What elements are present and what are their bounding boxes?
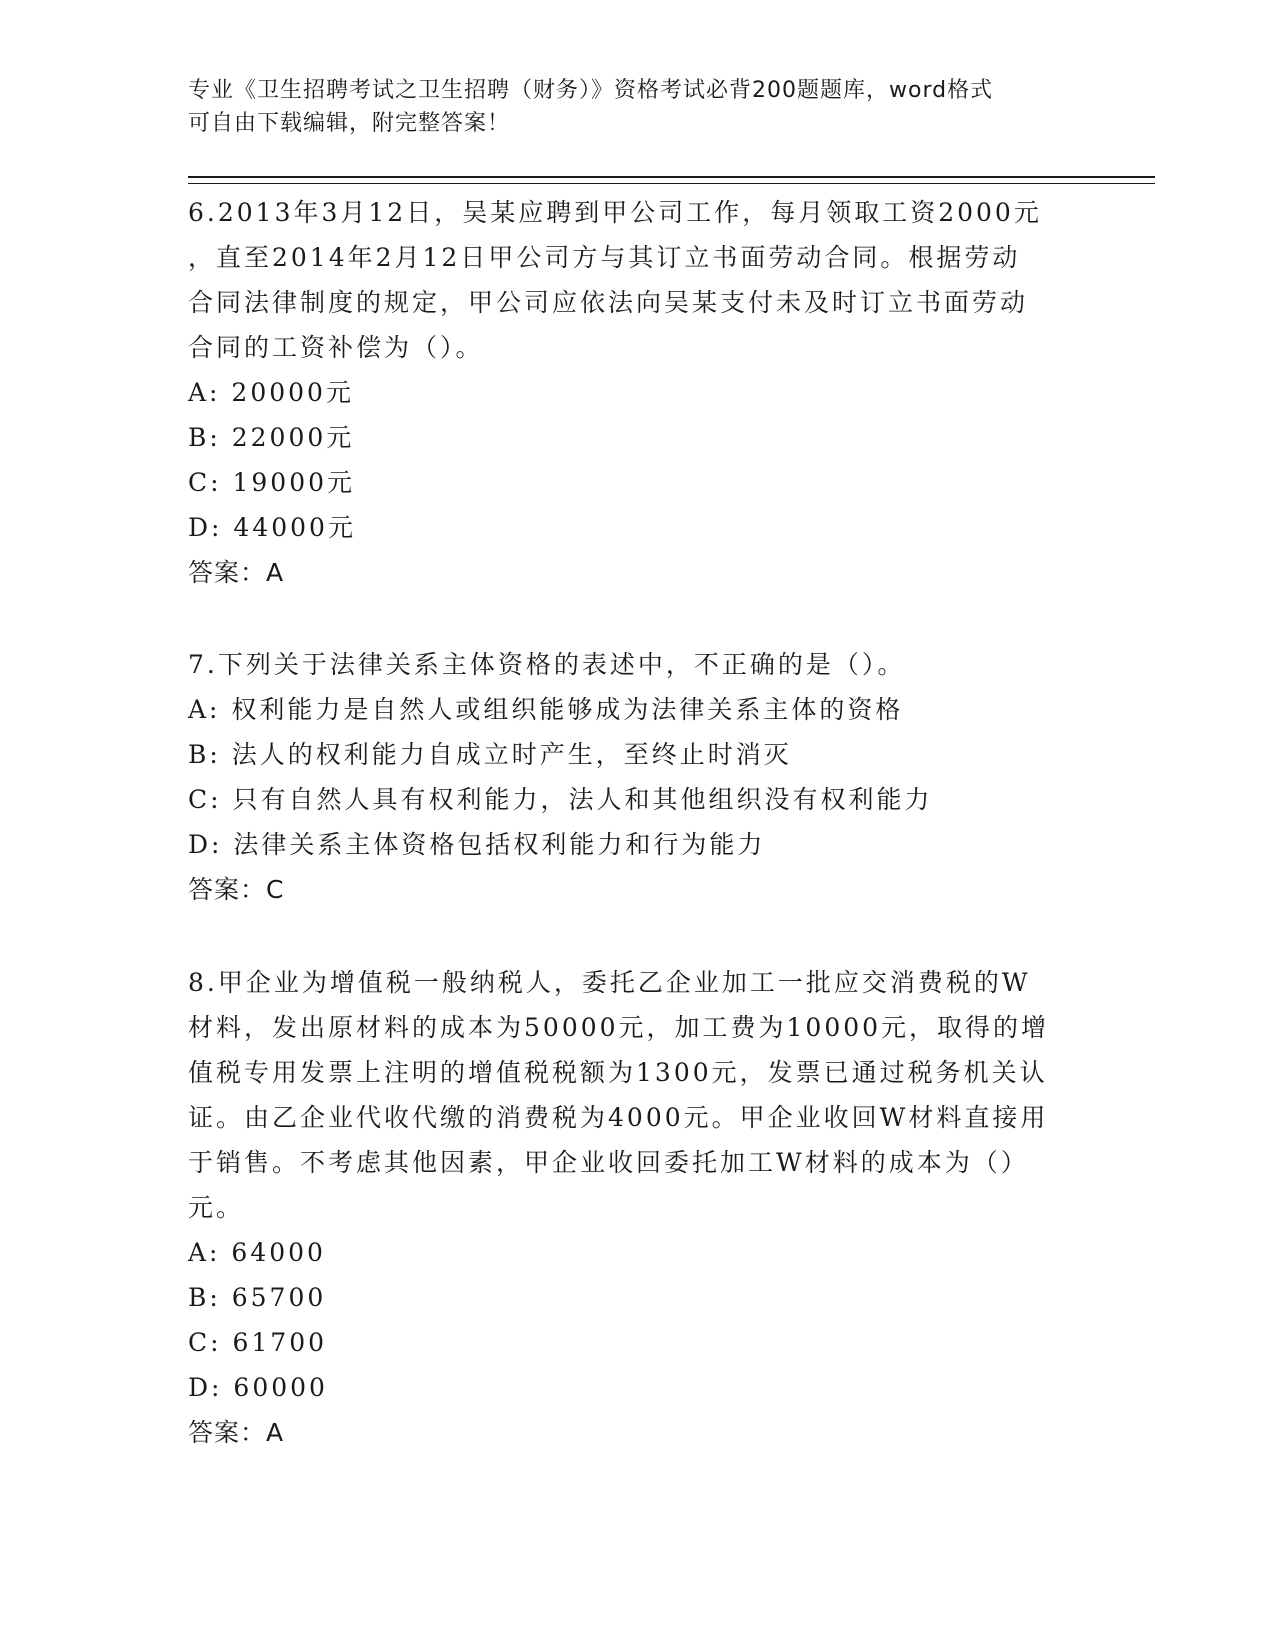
question-stem-line: 合同法律制度的规定，甲公司应依法向吴某支付未及时订立书面劳动 [188,288,1029,317]
question-8 [188,960,1088,1455]
question-stem-line: 材料，发出原材料的成本为50000元，加工费为10000元，取得的增 [188,1013,1050,1042]
option-d: D: 44000元 [188,513,356,542]
option-c: C: 19000元 [188,468,356,497]
answer-line: 答案：A [188,1418,285,1447]
header-divider-thick [188,176,1155,178]
header-divider-thin [188,183,1155,184]
question-stem-line: 证。由乙企业代收代缴的消费税为4000元。甲企业收回W材料直接用 [188,1103,1049,1132]
question-stem-line: 8.甲企业为增值税一般纳税人，委托乙企业加工一批应交消费税的W [188,968,1031,997]
answer-line: 答案：C [188,875,285,904]
question-stem-line: 于销售。不考虑其他因素，甲企业收回委托加工W材料的成本为（） [188,1148,1029,1177]
document-header [188,74,1068,140]
question-stem-line: 合同的工资补偿为（）。 [188,333,484,362]
question-stem-line: 值税专用发票上注明的增值税税额为1300元，发票已通过税务机关认 [188,1058,1048,1087]
option-d: D: 法律关系主体资格包括权利能力和行为能力 [188,830,766,859]
option-b: B: 22000元 [188,423,355,452]
option-c: C: 61700 [188,1328,328,1357]
question-6 [188,190,1088,595]
option-d: D: 60000 [188,1373,328,1402]
header-line-1: 专业《卫生招聘考试之卫生招聘（财务）》资格考试必背200题题库，word格式 [188,78,994,103]
header-line-2: 可自由下载编辑，附完整答案！ [188,111,511,136]
option-c: C: 只有自然人具有权利能力，法人和其他组织没有权利能力 [188,785,933,814]
question-stem-line: 7.下列关于法律关系主体资格的表述中，不正确的是（）。 [188,650,906,679]
question-stem-line: 元。 [188,1193,245,1222]
option-a: A: 20000元 [188,378,354,407]
answer-line: 答案：A [188,558,285,587]
option-b: B: 法人的权利能力自成立时产生，至终止时消灭 [188,740,792,769]
question-7 [188,642,1088,912]
question-stem-line: ，直至2014年2月12日甲公司方与其订立书面劳动合同。根据劳动 [188,243,1021,272]
option-a: A: 64000 [188,1238,326,1267]
question-stem-line: 6.2013年3月12日，吴某应聘到甲公司工作，每月领取工资2000元 [188,198,1042,227]
option-b: B: 65700 [188,1283,327,1312]
option-a: A: 权利能力是自然人或组织能够成为法律关系主体的资格 [188,695,904,724]
